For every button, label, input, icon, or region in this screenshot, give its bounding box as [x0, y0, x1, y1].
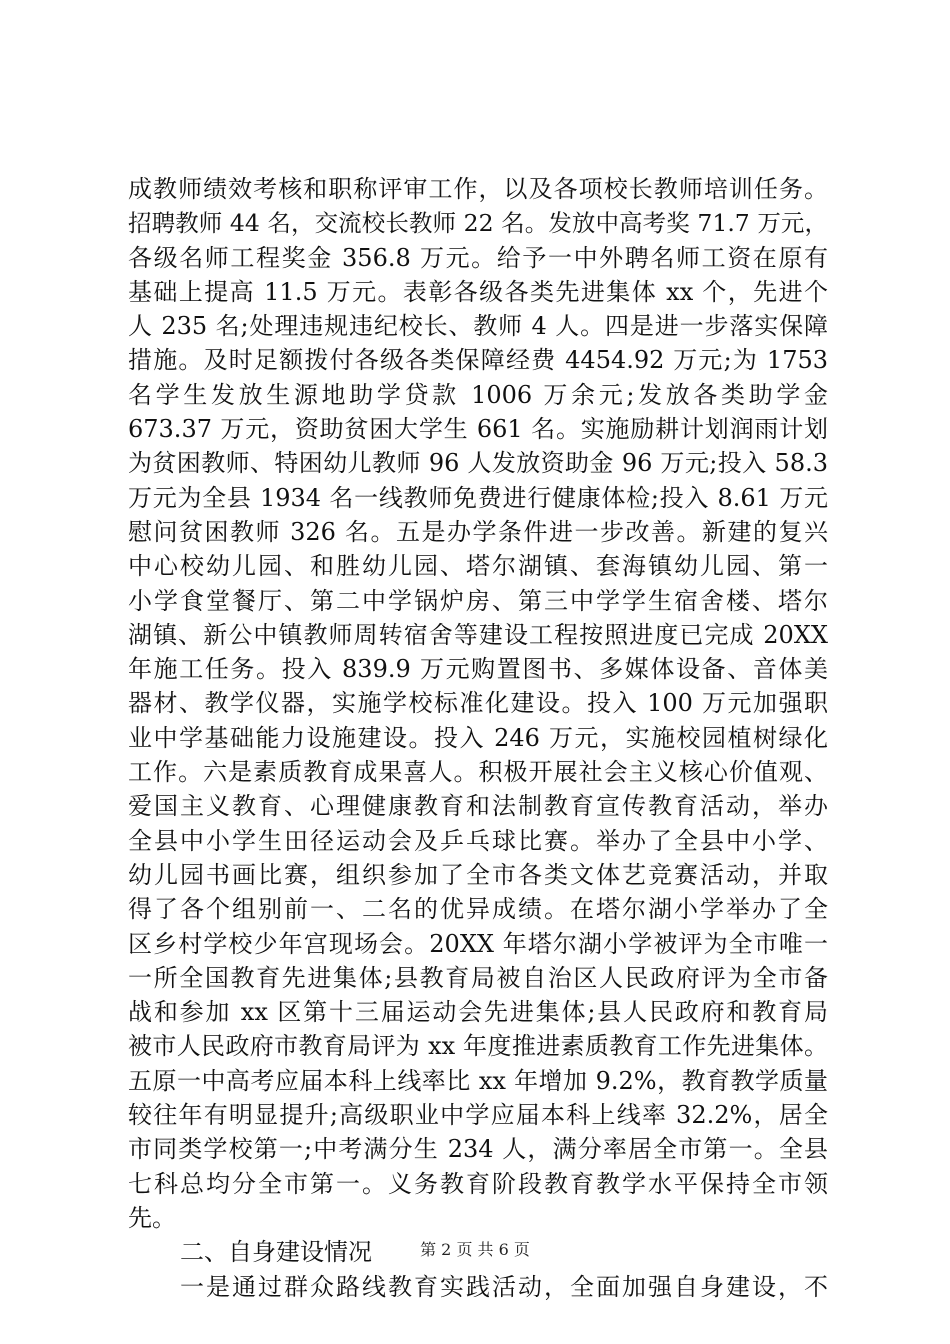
body-line: 一是通过群众路线教育实践活动，全面加强自身建设，不: [180, 1272, 828, 1301]
page-number-label: 第 2 页 共 6 页: [420, 1240, 530, 1259]
body-line: 市同类学校第一;中考满分生 234 人，满分率居全市第一。全县: [128, 1135, 828, 1164]
body-line: 基础上提高 11.5 万元。表彰各级各类先进集体 xx 个，先进个: [128, 277, 828, 306]
body-line: 成教师绩效考核和职称评审工作，以及各项校长教师培训任务。: [128, 175, 828, 203]
section-heading: 二、自身建设情况: [180, 1238, 372, 1267]
body-line: 工作。六是素质教育成果喜人。积极开展社会主义核心价值观、: [128, 758, 828, 787]
body-line: 爱国主义教育、心理健康教育和法制教育宣传教育活动，举办: [128, 792, 828, 821]
body-line: 招聘教师 44 名，交流校长教师 22 名。发放中高考奖 71.7 万元，: [128, 209, 828, 238]
body-line: 区乡村学校少年宫现场会。20XX 年塔尔湖小学被评为全市唯一: [128, 929, 828, 958]
body-line: 先。: [128, 1203, 176, 1232]
body-line: 名学生发放生源地助学贷款 1006 万余元;发放各类助学金: [128, 380, 828, 409]
body-line: 673.37 万元，资助贫困大学生 661 名。实施励耕计划润雨计划: [128, 415, 828, 444]
body-line: 湖镇、新公中镇教师周转宿舍等建设工程按照进度已完成 20XX: [128, 620, 828, 649]
body-line: 被市人民政府市教育局评为 xx 年度推进素质教育工作先进集体。: [128, 1032, 828, 1061]
page-footer: [0, 1240, 950, 1260]
body-line: 慰问贫困教师 326 名。五是办学条件进一步改善。新建的复兴: [128, 517, 828, 546]
body-line: 万元为全县 1934 名一线教师免费进行健康体检;投入 8.61 万元: [128, 483, 828, 512]
body-line: 器材、教学仪器，实施学校标准化建设。投入 100 万元加强职: [128, 689, 828, 718]
body-line: 较往年有明显提升;高级职业中学应届本科上线率 32.2%，居全: [128, 1101, 828, 1130]
body-line: 措施。及时足额拨付各级各类保障经费 4454.92 万元;为 1753: [128, 346, 828, 375]
body-line: 中心校幼儿园、和胜幼儿园、塔尔湖镇、套海镇幼儿园、第一: [128, 552, 828, 581]
body-line: 全县中小学生田径运动会及乒乓球比赛。举办了全县中小学、: [128, 826, 828, 855]
body-line: 五原一中高考应届本科上线率比 xx 年增加 9.2%，教育教学质量: [128, 1066, 828, 1095]
body-line: 七科总均分全市第一。义务教育阶段教育教学水平保持全市领: [128, 1169, 828, 1198]
body-line: 为贫困教师、特困幼儿教师 96 人发放资助金 96 万元;投入 58.3: [128, 449, 828, 478]
body-line: 幼儿园书画比赛，组织参加了全市各类文体艺竞赛活动，并取: [128, 860, 828, 889]
body-line: 年施工任务。投入 839.9 万元购置图书、多媒体设备、音体美: [128, 655, 828, 684]
body-line: 战和参加 xx 区第十三届运动会先进集体;县人民政府和教育局: [128, 998, 828, 1027]
document-body: [128, 172, 828, 1304]
body-line: 小学食堂餐厅、第二中学锅炉房、第三中学学生宿舍楼、塔尔: [128, 586, 828, 615]
body-line: 各级名师工程奖金 356.8 万元。给予一中外聘名师工资在原有: [128, 243, 828, 272]
body-line: 人 235 名;处理违规违纪校长、教师 4 人。四是进一步落实保障: [128, 312, 828, 341]
body-line: 得了各个组别前一、二名的优异成绩。在塔尔湖小学举办了全: [128, 895, 828, 924]
body-line: 一所全国教育先进集体;县教育局被自治区人民政府评为全市备: [128, 963, 828, 992]
body-line: 业中学基础能力设施建设。投入 246 万元，实施校园植树绿化: [128, 723, 828, 752]
